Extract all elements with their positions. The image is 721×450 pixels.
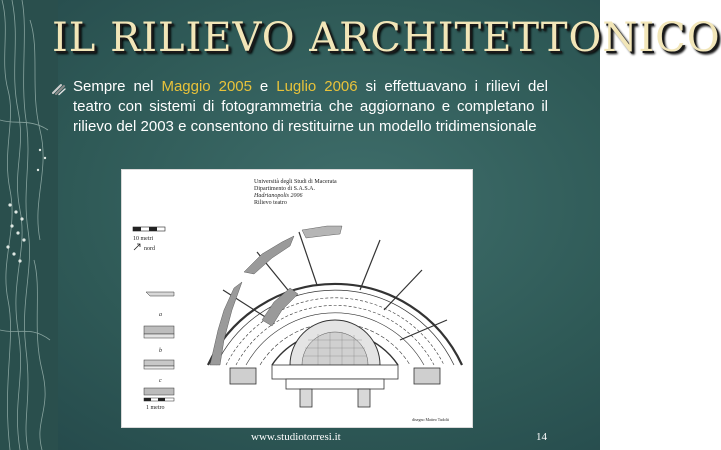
paragraph-text: e: [251, 78, 277, 95]
bullet-paragraph: [73, 77, 548, 137]
caption-line: Hadrianopolis 2006: [254, 193, 303, 199]
scale-label-top: 10 metri: [133, 236, 154, 242]
plan-drawing: [122, 170, 472, 427]
stage-building: [230, 365, 440, 407]
author-credit: disegno Matteo Tadolti: [412, 417, 449, 422]
arrow-bullet-icon: [52, 83, 66, 95]
theatre-survey-drawing: [121, 169, 473, 428]
section-label: b: [159, 348, 162, 354]
scale-label-bottom: 1 metro: [146, 405, 165, 411]
caption-line: Università degli Studi di Macerata: [254, 179, 337, 185]
scale-bar-small-icon: [144, 398, 174, 401]
footer-website-link[interactable]: www.studiotorresi.it: [251, 431, 341, 443]
page-number: 14: [536, 431, 547, 443]
north-label: nord: [144, 246, 155, 252]
paragraph-text: si effettuavano i rilievi del teatro con sistemi di fotogrammetria che aggiornano e completano il rilievo del 2003 e consentono di restituirne un modello tridimensionale: [73, 78, 549, 135]
orchestra: [290, 320, 380, 365]
caption-line: Rilievo teatro: [254, 200, 287, 206]
north-arrow-icon: [134, 244, 140, 250]
scale-bar-icon: [133, 227, 165, 231]
paragraph-text: Sempre nel: [73, 78, 162, 95]
highlight-date-2: Luglio 2006: [276, 78, 358, 95]
section-label: a: [159, 312, 162, 318]
caption-line: Dipartimento di S.A.S.A.: [254, 186, 315, 192]
slide-title: IL RILIEVO ARCHITETTONICO: [52, 15, 721, 61]
highlight-date-1: Maggio 2005: [161, 78, 252, 95]
decorative-topographic-strip: [0, 0, 58, 450]
section-label: c: [159, 378, 162, 384]
